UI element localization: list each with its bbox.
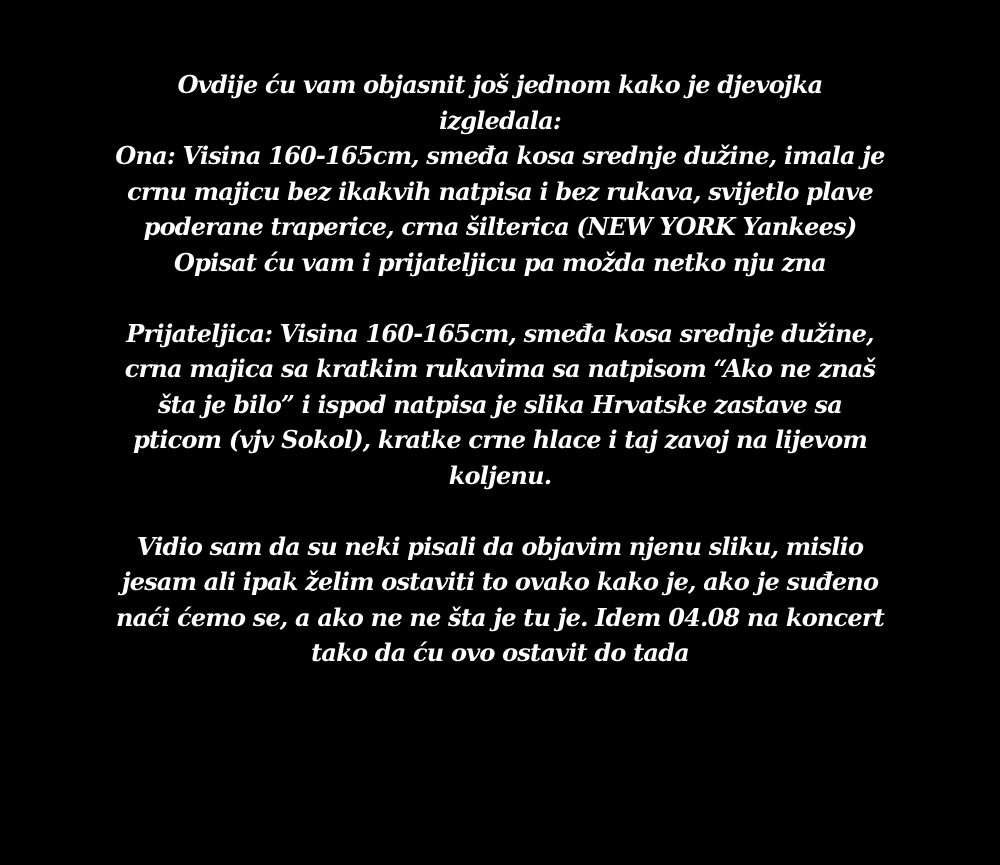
text-line: naći ćemo se, a ako ne ne šta je tu je. Idem 04.08 na koncert: [116, 602, 884, 632]
text-line: Ovdije ću vam objasnit još jednom kako je djevojka: [177, 70, 823, 99]
story-text-block: [70, 67, 930, 671]
text-line: Ona: Visina 160-165cm, smeđa kosa srednje dužine, imala je: [115, 141, 885, 170]
text-line: Prijateljica: Visina 160-165cm, smeđa kosa srednje dužine,: [126, 318, 874, 348]
text-line: Opisat ću vam i prijateljicu pa možda netko nju zna: [174, 247, 826, 277]
text-line: izgledala:: [439, 105, 561, 135]
text-line: tako da ću ovo ostavit do tada: [311, 638, 689, 667]
text-line: koljenu.: [448, 460, 552, 490]
text-line: crna majica sa kratkim rukavima sa natpisom “Ako ne znaš: [124, 354, 876, 383]
text-line: crnu majicu bez ikakvih natpisa i bez rukava, svijetlo plave: [127, 176, 873, 206]
text-line: poderane traperice, crna šilterica (NEW YORK Yankees): [143, 212, 857, 241]
paragraph-gap: [70, 493, 930, 529]
text-line: šta je bilo” i ispod natpisa je slika Hrvatske zastave sa: [157, 389, 843, 419]
paragraph-gap: [70, 280, 930, 316]
text-line: Vidio sam da su neki pisali da objavim njenu sliku, mislio: [136, 531, 864, 561]
text-line: pticom (vjv Sokol), kratke crne hlace i taj zavoj na lijevom: [133, 425, 867, 454]
text-line: jesam ali ipak želim ostaviti to ovako kako je, ako je suđeno: [121, 567, 879, 596]
